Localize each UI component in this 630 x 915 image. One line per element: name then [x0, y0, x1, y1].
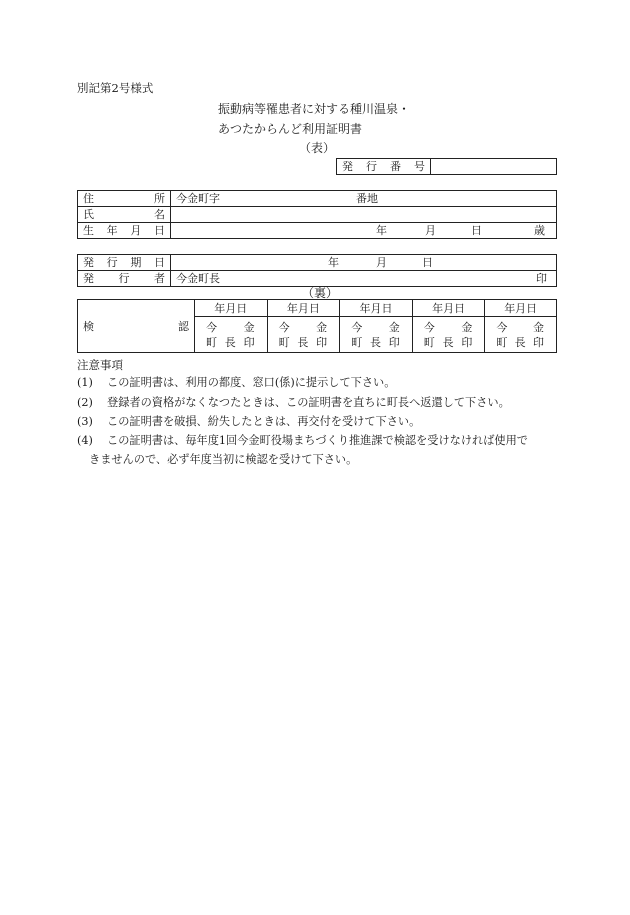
issue-month-unit: 月	[376, 256, 387, 269]
form-number: 別記第2号様式	[77, 81, 154, 95]
name-label: 氏 名	[78, 207, 171, 223]
stamp-mayor-seal-text: 町 長 印	[496, 335, 544, 349]
stamp-mayor-seal-text: 町 長 印	[423, 335, 473, 349]
issue-date-value	[171, 255, 557, 271]
name-row	[78, 207, 557, 223]
inspection-stamp-cell	[340, 317, 413, 353]
note-text-continuation: きませんので、必ず年度当初に検認を受けて下さい。	[89, 453, 358, 466]
birth-label: 生 年 月 日	[78, 223, 171, 239]
address-suffix: 番地	[356, 192, 378, 205]
stamp-mayor-seal-text: 町 長 印	[206, 335, 255, 349]
birth-year-unit: 年	[376, 224, 387, 237]
issue-day-unit: 日	[422, 256, 433, 269]
stamp-mayor-seal-text: 町 長 印	[351, 335, 400, 349]
issuer-name: 今金町長	[176, 272, 220, 285]
issue-year-unit: 年	[328, 256, 339, 269]
inspection-label: 検 認	[78, 300, 195, 353]
note-number: (4)	[77, 434, 93, 447]
age-unit: 歳	[534, 224, 545, 237]
note-number: (1)	[77, 376, 93, 389]
inspection-stamp-cell	[267, 317, 340, 353]
address-prefix: 今金町字	[176, 192, 220, 205]
note-item	[0, 415, 630, 429]
back-side-label: （裏）	[302, 286, 339, 300]
note-item	[0, 396, 630, 410]
inspection-header-row	[78, 300, 557, 317]
issue-number-row	[337, 159, 557, 175]
inspection-stamp-cell	[412, 317, 485, 353]
inspection-date-header: 年月日	[412, 300, 485, 317]
issue-number-box	[336, 158, 557, 175]
inspection-stamp-cell	[195, 317, 268, 353]
front-side-label: （表）	[299, 141, 336, 155]
issue-number-value	[431, 159, 557, 175]
address-label: 住 所	[78, 191, 171, 207]
issuer-value	[171, 271, 557, 287]
stamp-mayor-seal-text: 町 長 印	[278, 335, 328, 349]
stamp-town-text: 今 金	[496, 320, 544, 334]
issuance-table	[77, 254, 557, 287]
issuer-label: 発 行 者	[78, 271, 171, 287]
note-text: この証明書は、毎年度1回今金町役場まちづくり推進課で検認を受けなければ使用で	[107, 434, 528, 447]
stamp-town-text: 今 金	[206, 320, 255, 334]
birth-value	[171, 223, 557, 239]
notes-heading: 注意事項	[77, 358, 123, 372]
issue-date-row	[78, 255, 557, 271]
note-number: (2)	[77, 396, 93, 409]
birth-row	[78, 223, 557, 239]
issuer-row	[78, 271, 557, 287]
address-value	[171, 191, 557, 207]
inspection-stamp-cell	[485, 317, 557, 353]
inspection-date-header: 年月日	[485, 300, 557, 317]
birth-day-unit: 日	[471, 224, 482, 237]
inspection-date-header: 年月日	[340, 300, 413, 317]
stamp-town-text: 今 金	[423, 320, 473, 334]
note-item	[0, 434, 630, 468]
inspection-date-header: 年月日	[195, 300, 268, 317]
address-row	[78, 191, 557, 207]
note-text: この証明書は、利用の都度、窓口(係)に提示して下さい。	[107, 376, 396, 389]
note-item	[0, 376, 630, 390]
document-title-line2: あつたからんど利用証明書	[218, 122, 363, 136]
name-value	[171, 207, 557, 223]
inspection-date-header: 年月日	[267, 300, 340, 317]
stamp-town-text: 今 金	[278, 320, 328, 334]
issuer-seal: 印	[536, 272, 547, 285]
note-number: (3)	[77, 415, 93, 428]
stamp-town-text: 今 金	[351, 320, 400, 334]
issue-number-label: 発 行 番 号	[337, 159, 431, 175]
holder-table	[77, 190, 557, 239]
note-text: 登録者の資格がなくなつたときは、この証明書を直ちに町長へ返還して下さい。	[107, 396, 510, 409]
document-title-line1: 振動病等罹患者に対する種川温泉・	[218, 102, 411, 116]
birth-month-unit: 月	[425, 224, 436, 237]
issue-date-label: 発 行 期 日	[78, 255, 171, 271]
inspection-table	[77, 299, 557, 353]
note-text: この証明書を破損、紛失したときは、再交付を受けて下さい。	[107, 415, 421, 428]
